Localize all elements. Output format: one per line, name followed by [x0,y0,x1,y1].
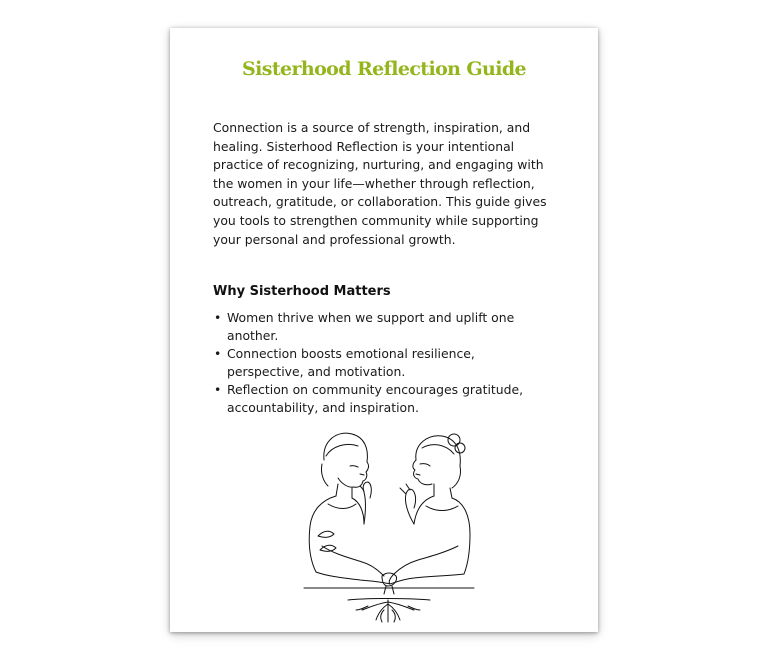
two-women-line-art-illustration [298,426,478,626]
section-heading: Why Sisterhood Matters [213,284,391,299]
left-woman-figure [309,433,390,584]
bullet-list [213,309,543,417]
bullet-item: • Reflection on community encourages gratitude, accountability, and inspiration. [213,381,543,417]
roots-icon [348,599,430,623]
right-woman-figure [382,434,470,594]
page-title: Sisterhood Reflection Guide [241,58,527,80]
document-page [170,28,598,632]
bullet-item: • Connection boosts emotional resilience, perspective, and motivation. [213,345,543,381]
intro-paragraph: Connection is a source of strength, inspiration, and healing. Sisterhood Reflection is your intentional practice of recognizing, nurturing, and engaging with the women in your life—whether through reflection, outreach, gratitude, or collaboration. This guide gives you tools to strengthen community while supporting your personal and professional growth. [213,120,547,247]
bullet-item: • Women thrive when we support and uplift one another. [213,309,543,345]
